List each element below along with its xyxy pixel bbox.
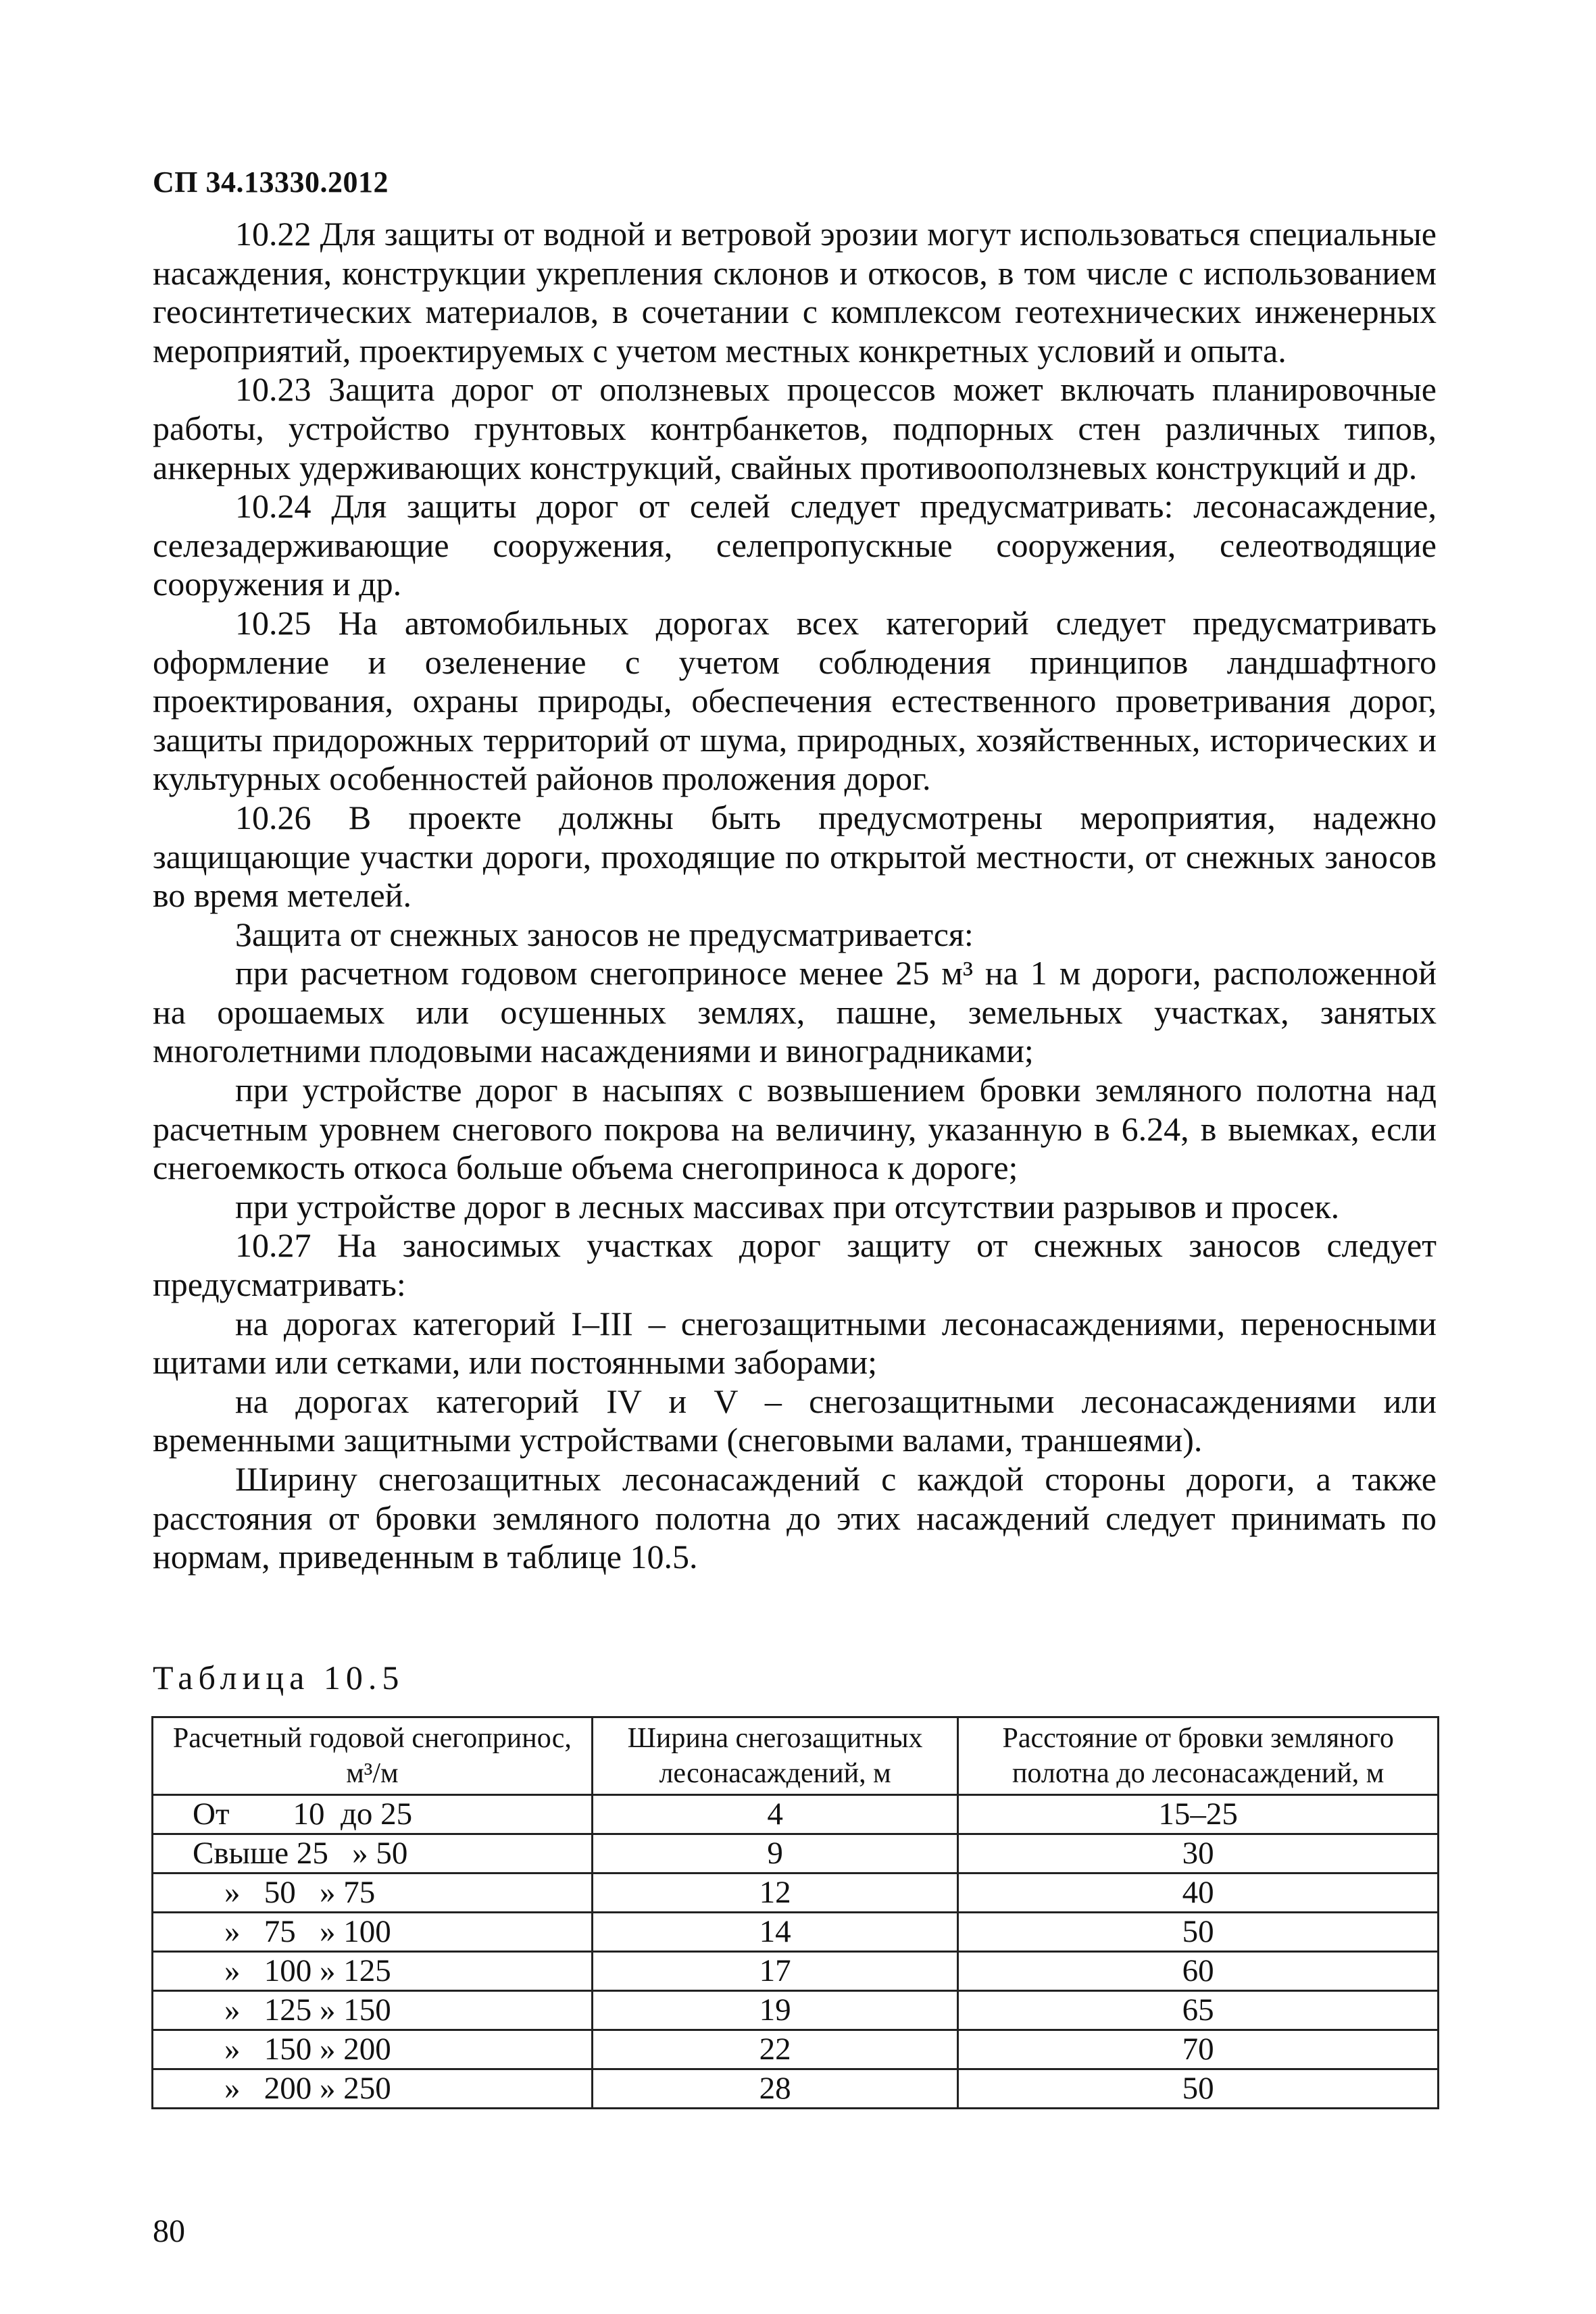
- cell-distance: 30: [958, 1834, 1439, 1873]
- page-number: 80: [153, 2213, 185, 2249]
- paragraph: Защита от снежных заносов не предусматривается:: [235, 915, 974, 953]
- cell-snow-range: » 200 » 250: [153, 2069, 593, 2109]
- table-header-row: [153, 1717, 1439, 1795]
- cell-snow-range: » 75 » 100: [153, 1913, 593, 1952]
- table-row: [153, 2069, 1439, 2109]
- cell-plantation-width: 14: [592, 1913, 958, 1952]
- table-row: [153, 1952, 1439, 1991]
- cell-snow-range: Свыше 25 » 50: [153, 1834, 593, 1873]
- paragraph: на дорогах категорий IV и V – снегозащитными лесонасаждениями или временными защитными устройствами (снеговыми валами, траншеями).: [153, 1382, 1437, 1459]
- cell-distance: 50: [958, 2069, 1439, 2109]
- cell-snow-range: » 125 » 150: [153, 1991, 593, 2030]
- cell-snow-range: » 150 » 200: [153, 2030, 593, 2069]
- cell-plantation-width: 17: [592, 1952, 958, 1991]
- paragraph: 10.26 В проекте должны быть предусмотрены мероприятия, надежно защищающие участки дороги, проходящие по открытой местности, от снежных заносов во время метелей.: [153, 798, 1437, 915]
- cell-distance: 40: [958, 1873, 1439, 1913]
- paragraph: при устройстве дорог в насыпях с возвышением бровки земляного полотна над расчетным уровнем снегового покрова на величину, указанную в 6.24, в выемках, если снегоемкость откоса больше объема снегоприноса к дороге;: [153, 1071, 1437, 1187]
- main-text: [153, 215, 1437, 1577]
- cell-distance: 15–25: [958, 1795, 1439, 1834]
- cell-distance: 50: [958, 1913, 1439, 1952]
- cell-distance: 60: [958, 1952, 1439, 1991]
- cell-plantation-width: 9: [592, 1834, 958, 1873]
- document-code-header: СП 34.13330.2012: [153, 166, 389, 199]
- paragraph: при устройстве дорог в лесных массивах при отсутствии разрывов и просек.: [235, 1187, 1340, 1226]
- cell-snow-range: От 10 до 25: [153, 1795, 593, 1834]
- table-row: [153, 1991, 1439, 2030]
- table-row: [153, 1795, 1439, 1834]
- column-header-distance: Расстояние от бровки земляного полотна до лесонасаждений, м: [958, 1717, 1439, 1795]
- cell-plantation-width: 19: [592, 1991, 958, 2030]
- paragraph: при расчетном годовом снегоприносе менее 25 м³ на 1 м дороги, расположенной на орошаемых или осушенных землях, пашне, земельных участках, занятых многолетними плодовыми насаждениями и виноградниками;: [153, 954, 1437, 1070]
- cell-snow-range: » 100 » 125: [153, 1952, 593, 1991]
- column-header-plantation-width: Ширина снегозащитных лесонасаждений, м: [592, 1717, 958, 1795]
- cell-plantation-width: 12: [592, 1873, 958, 1913]
- snow-protection-table: [151, 1716, 1439, 2109]
- paragraph: 10.27 На заносимых участках дорог защиту от снежных заносов следует предусматривать:: [153, 1226, 1437, 1304]
- table-row: [153, 2030, 1439, 2069]
- cell-plantation-width: 28: [592, 2069, 958, 2109]
- paragraph: на дорогах категорий I–III – снегозащитными лесонасаждениями, переносными щитами или сетками, или постоянными заборами;: [153, 1304, 1437, 1382]
- cell-snow-range: » 50 » 75: [153, 1873, 593, 1913]
- cell-distance: 65: [958, 1991, 1439, 2030]
- cell-plantation-width: 4: [592, 1795, 958, 1834]
- table-caption: Таблица 10.5: [153, 1659, 405, 1696]
- table-row: [153, 1913, 1439, 1952]
- paragraph: 10.23 Защита дорог от оползневых процессов может включать планировочные работы, устройство грунтовых контрбанкетов, подпорных стен различных типов, анкерных удерживающих конструкций, свайных противооползневых конструкций и др.: [153, 370, 1437, 486]
- table-row: [153, 1873, 1439, 1913]
- paragraph: Ширину снегозащитных лесонасаждений с каждой стороны дороги, а также расстояния от бровки земляного полотна до этих насаждений следует принимать по нормам, приведенным в таблице 10.5.: [153, 1460, 1437, 1576]
- cell-plantation-width: 22: [592, 2030, 958, 2069]
- column-header-snow-transfer: Расчетный годовой снегопринос, м³/м: [153, 1717, 593, 1795]
- table-row: [153, 1834, 1439, 1873]
- paragraph: 10.22 Для защиты от водной и ветровой эрозии могут использоваться специальные насаждения, конструкции укрепления склонов и откосов, в том числе с использованием геосинтетических материалов, в сочетании с комплексом геотехнических инженерных мероприятий, проектируемых с учетом местных конкретных условий и опыта.: [153, 215, 1437, 370]
- cell-distance: 70: [958, 2030, 1439, 2069]
- paragraph: 10.25 На автомобильных дорогах всех категорий следует предусматривать оформление и озеленение с учетом соблюдения принципов ландшафтного проектирования, охраны природы, обеспечения естественного проветривания дорог, защиты придорожных территорий от шума, природных, хозяйственных, исторических и культурных особенностей районов проложения дорог.: [153, 603, 1437, 798]
- paragraph: 10.24 Для защиты дорог от селей следует предусматривать: лесонасаждение, селезадерживающие сооружения, селепропускные сооружения, селеотводящие сооружения и др.: [153, 487, 1437, 603]
